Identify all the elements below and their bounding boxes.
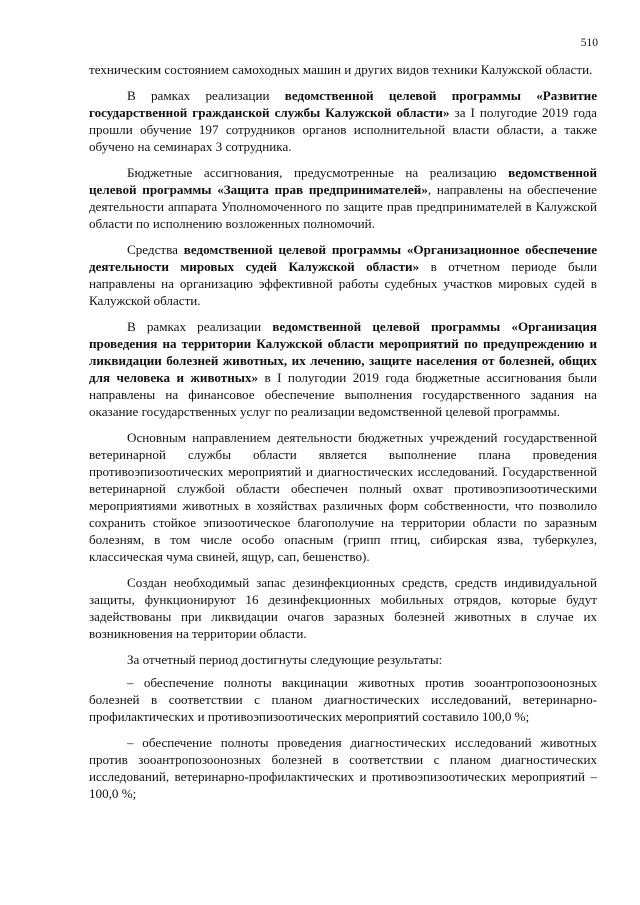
paragraph bbox=[89, 429, 597, 565]
text-run: в отчетном периоде были направлены на организацию эффективной работы судебных участков мировых судей в Калужской области. bbox=[89, 259, 597, 308]
text-run: техническим состоянием самоходных машин и других видов техники Калужской области. bbox=[89, 62, 593, 77]
paragraph bbox=[89, 164, 597, 232]
paragraph bbox=[89, 574, 597, 642]
text-run: за I полугодие 2019 года прошли обучение 197 сотрудников органов исполнительной власти области, а также обучено на семинарах 3 сотрудника. bbox=[89, 105, 597, 154]
text-run: – обеспечение полноты проведения диагностических исследований животных против зооантропозоонозных болезней в соответствии с планом диагностических исследований, ветеринарно-профилактических и противоэпизоотических мероприятий – 100,0 %; bbox=[89, 735, 597, 801]
list-item bbox=[89, 734, 597, 802]
text-run: Средства bbox=[127, 242, 184, 257]
paragraph bbox=[89, 87, 597, 155]
bold-text-run: ведомственной целевой программы «Развитие государственной гражданской службы Калужской области» bbox=[89, 88, 598, 120]
document-body bbox=[89, 61, 597, 811]
paragraph bbox=[89, 61, 597, 78]
text-run: в I полугодии 2019 года бюджетные ассигнования были направлены на финансовое обеспечение выполнения государственного задания на оказание государственных услуг по реализации ведомственной целевой программы. bbox=[89, 370, 597, 419]
text-run: – обеспечение полноты вакцинации животных против зооантропозоонозных болезней в соответствии с планом диагностических исследований, ветеринарно-профилактических и противоэпизоотических мероприятий составило 100,0 %; bbox=[89, 675, 597, 724]
bold-text-run: ведомственной целевой программы «Организация проведения на территории Калужской области мероприятий по предупреждению и ликвидации болезней животных, их лечению, защите населения от болезней, общих для человека и животных» bbox=[89, 319, 597, 385]
text-run: Основным направлением деятельности бюджетных учреждений государственной ветеринарной службы области является выполнение плана проведения противоэпизоотических мероприятий и диагностических исследований. Государственной ветеринарной службой области обеспечен полный охват противоэпизоотическими мероприятиями животных в хозяйствах различных форм собственности, что позволило сохранить стойкое эпизоотическое благополучие на территории области по заразным болезням, в том числе особо опасным (грипп птиц, сибирская язва, туберкулез, классическая чума свиней, ящур, сап, бешенство). bbox=[89, 430, 597, 564]
text-run: За отчетный период достигнуты следующие результаты: bbox=[127, 652, 443, 667]
text-run: Бюджетные ассигнования, предусмотренные на реализацию bbox=[127, 165, 509, 180]
text-run: Создан необходимый запас дезинфекционных средств, средств индивидуальной защиты, функционируют 16 дезинфекционных мобильных отрядов, которые будут задействованы при ликвидации очагов заразных болезней животных в случае их возникновения на территории области. bbox=[89, 575, 597, 641]
text-run: , направлены на обеспечение деятельности аппарата Уполномоченного по защите прав предпринимателей в Калужской области по исполнению возложенных полномочий. bbox=[89, 182, 597, 231]
bold-text-run: ведомственной целевой программы «Защита прав предпринимателей» bbox=[89, 165, 597, 197]
paragraph bbox=[89, 241, 597, 309]
bold-text-run: ведомственной целевой программы «Организационное обеспечение деятельности мировых судей Калужской области» bbox=[89, 242, 598, 274]
text-run: В рамках реализации bbox=[127, 319, 273, 334]
paragraph bbox=[89, 318, 597, 420]
list-item bbox=[89, 674, 597, 725]
page-number: 510 bbox=[580, 37, 598, 49]
text-run: В рамках реализации bbox=[127, 88, 285, 103]
paragraph bbox=[89, 651, 597, 668]
